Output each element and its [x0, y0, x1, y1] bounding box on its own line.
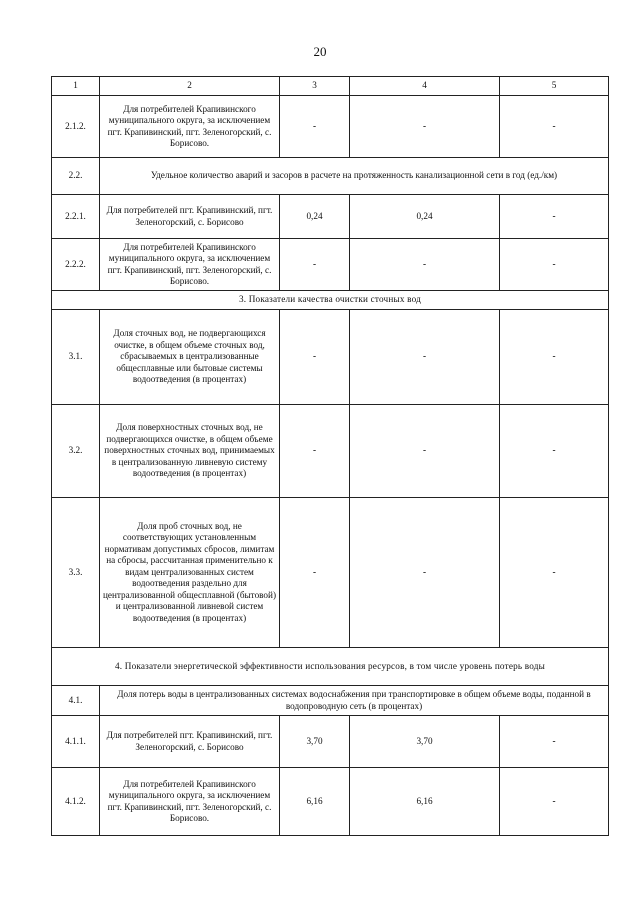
row-number: 3.2. [52, 405, 100, 498]
value-col3: - [280, 239, 350, 291]
section-row [52, 648, 609, 686]
table-row [52, 686, 609, 716]
row-number: 3.3. [52, 498, 100, 648]
value-col3: - [280, 96, 350, 158]
row-description: Для потребителей Крапивинского муниципального округа, за исключением пгт. Крапивинский, пгт. Зеленогорский, с. Борисово. [100, 239, 280, 291]
row-span-description: Удельное количество аварий и засоров в расчете на протяженность канализационной сети в год (ед./км) [100, 158, 609, 195]
row-number: 2.2. [52, 158, 100, 195]
row-number: 4.1.1. [52, 716, 100, 768]
header-row [52, 77, 609, 96]
row-description: Доля сточных вод, не подвергающихся очистке, в общем объеме сточных вод, сбрасываемых в централизованные общесплавные или бытовые системы водоотведения (в процентах) [100, 310, 280, 405]
value-col4: - [350, 310, 500, 405]
value-col3: - [280, 405, 350, 498]
table-row [52, 195, 609, 239]
value-col5: - [500, 195, 609, 239]
table-row [52, 716, 609, 768]
row-description: Для потребителей Крапивинского муниципального округа, за исключением пгт. Крапивинский, пгт. Зеленогорский, с. Борисово. [100, 96, 280, 158]
header-cell: 5 [500, 77, 609, 96]
row-number: 2.2.1. [52, 195, 100, 239]
value-col5: - [500, 405, 609, 498]
value-col3: 3,70 [280, 716, 350, 768]
header-cell: 2 [100, 77, 280, 96]
header-cell: 3 [280, 77, 350, 96]
value-col3: 0,24 [280, 195, 350, 239]
value-col3: - [280, 498, 350, 648]
row-number: 2.2.2. [52, 239, 100, 291]
value-col5: - [500, 310, 609, 405]
value-col4: - [350, 405, 500, 498]
row-number: 4.1.2. [52, 768, 100, 836]
value-col3: 6,16 [280, 768, 350, 836]
header-cell: 4 [350, 77, 500, 96]
table-row [52, 310, 609, 405]
row-description: Для потребителей пгт. Крапивинский, пгт. Зеленогорский, с. Борисово [100, 716, 280, 768]
section-row [52, 291, 609, 310]
value-col5: - [500, 96, 609, 158]
row-span-description: Доля потерь воды в централизованных системах водоснабжения при транспортировке в общем объеме воды, поданной в водопроводную сеть (в процентах) [100, 686, 609, 716]
value-col4: 0,24 [350, 195, 500, 239]
table-row [52, 158, 609, 195]
value-col4: - [350, 96, 500, 158]
value-col5: - [500, 498, 609, 648]
table-row [52, 96, 609, 158]
value-col4: 6,16 [350, 768, 500, 836]
row-description: Доля поверхностных сточных вод, не подвергающихся очистке, в общем объеме поверхностных сточных вод, принимаемых в централизованную ливневую систему водоотведения (в процентах) [100, 405, 280, 498]
header-cell: 1 [52, 77, 100, 96]
value-col5: - [500, 239, 609, 291]
row-number: 2.1.2. [52, 96, 100, 158]
value-col5: - [500, 716, 609, 768]
table-row [52, 768, 609, 836]
row-number: 4.1. [52, 686, 100, 716]
row-description: Для потребителей пгт. Крапивинский, пгт. Зеленогорский, с. Борисово [100, 195, 280, 239]
row-number: 3.1. [52, 310, 100, 405]
value-col5: - [500, 768, 609, 836]
value-col4: - [350, 498, 500, 648]
section-heading: 4. Показатели энергетической эффективности использования ресурсов, в том числе уровень потерь воды [52, 648, 609, 686]
page-number: 20 [313, 44, 327, 59]
value-col4: - [350, 239, 500, 291]
table-row [52, 405, 609, 498]
value-col3: - [280, 310, 350, 405]
row-description: Доля проб сточных вод, не соответствующих установленным нормативам допустимых сбросов, лимитам на сбросы, рассчитанная применительно к видам централизованных систем водоотведения раздельно для централизованной общесплавной (бытовой) и централизованной ливневой систем водоотведения (в процентах) [100, 498, 280, 648]
value-col4: 3,70 [350, 716, 500, 768]
table-row [52, 239, 609, 291]
table-row [52, 498, 609, 648]
section-heading: 3. Показатели качества очистки сточных вод [52, 291, 609, 310]
row-description: Для потребителей Крапивинского муниципального округа, за исключением пгт. Крапивинский, пгт. Зеленогорский, с. Борисово. [100, 768, 280, 836]
indicators-table [51, 76, 609, 836]
